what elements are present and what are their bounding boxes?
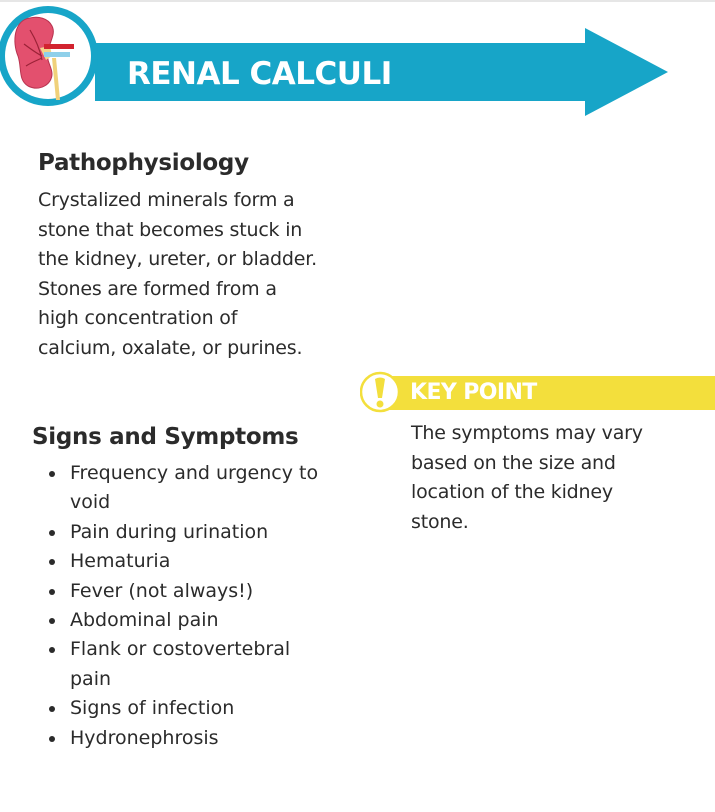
- list-item-line: Signs of infection: [70, 697, 235, 720]
- list-item-line: Flank or costovertebral: [70, 638, 291, 661]
- list-item-line: Pain during urination: [70, 520, 269, 543]
- pathophysiology-line: calcium, oxalate, or purines.: [38, 336, 303, 359]
- list-item: [47, 547, 318, 576]
- list-item: [47, 518, 318, 547]
- bullet-icon: [49, 471, 55, 477]
- list-item-line: Abdominal pain: [70, 609, 219, 632]
- key-point-label: KEY POINT: [410, 380, 537, 405]
- bullet-icon: [49, 589, 55, 595]
- pathophysiology-line: stone that becomes stuck in: [38, 218, 303, 241]
- list-item: [47, 606, 318, 635]
- bullet-icon: [49, 530, 55, 536]
- pathophysiology-heading: Pathophysiology: [38, 150, 249, 176]
- pathophysiology-text: [38, 186, 317, 363]
- key-point-line: location of the kidney: [411, 481, 613, 503]
- bullet-icon: [49, 559, 55, 565]
- list-item: [47, 724, 318, 753]
- key-point-line: stone.: [411, 510, 469, 533]
- pathophysiology-line: the kidney, ureter, or bladder.: [38, 248, 317, 270]
- bullet-icon: [49, 618, 55, 624]
- key-point-line: The symptoms may vary: [411, 422, 643, 444]
- list-item: [47, 459, 318, 518]
- list-item: [47, 694, 318, 723]
- list-item-line: Hematuria: [70, 550, 171, 573]
- bullet-icon: [49, 647, 55, 653]
- signs-heading: Signs and Symptoms: [32, 424, 299, 450]
- pathophysiology-line: Crystalized minerals form a: [38, 189, 295, 211]
- list-item-line: pain: [70, 667, 112, 690]
- list-item-line: Frequency and urgency to: [70, 462, 319, 484]
- list-item-line: Hydronephrosis: [70, 726, 219, 749]
- pathophysiology-line: high concentration of: [38, 307, 238, 329]
- exclamation-icon: [360, 370, 400, 414]
- key-point-text: [411, 419, 643, 537]
- bullet-icon: [49, 736, 55, 742]
- list-item: [47, 635, 318, 694]
- bullet-icon: [49, 706, 55, 712]
- list-item-line: void: [70, 491, 111, 514]
- list-item-line: Fever (not always!): [70, 579, 254, 602]
- key-point-line: based on the size and: [411, 451, 616, 474]
- signs-list: [47, 459, 318, 753]
- pathophysiology-line: Stones are formed from a: [38, 277, 277, 300]
- page-title: RENAL CALCULI: [127, 56, 392, 92]
- list-item: [47, 577, 318, 606]
